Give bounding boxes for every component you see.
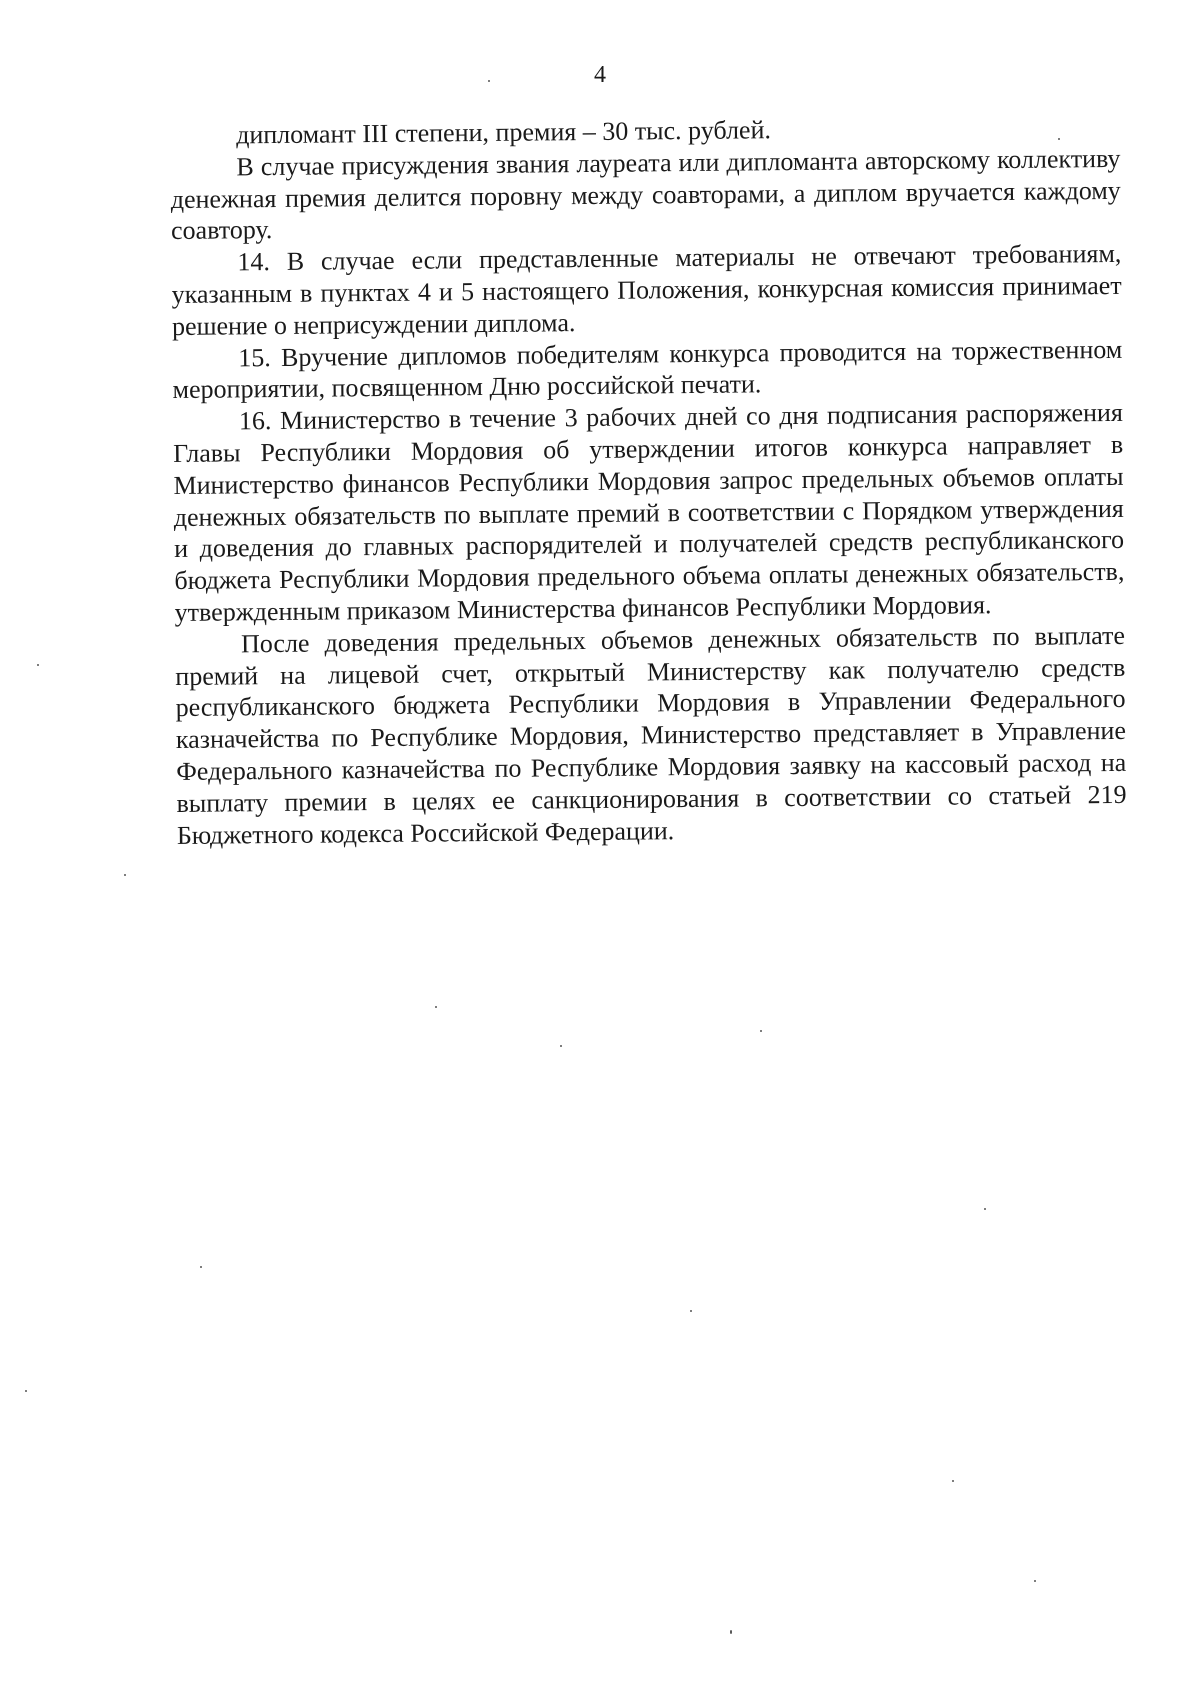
scan-speck [37,664,39,666]
paragraph-item-14: 14. В случае если представленные материалы не отвечают требованиям, указанным в пунктах 4 и 5 настоящего Положения, конкурсная комиссия принимает решение о неприсуждении диплома. [171,239,1122,341]
scan-speck [435,1006,437,1008]
scan-speck [952,1480,954,1482]
paragraph-item-16: 16. Министерство в течение 3 рабочих дней со дня подписания распоряжения Главы Республики Мордовия об утверждении итогов конкурса направляет в Министерство финансов Республики Мордовия запрос предельных объемов оплаты денежных обязательств по выплате премий в соответствии с Порядком утверждения и доведения до главных распорядителей и получателей средств республиканского бюджета Республики Мордовия предельного объема оплаты денежных обязательств, утвержденным приказом Министерства финансов Республики Мордовия. [173,398,1125,627]
scan-speck [984,1208,986,1210]
page-number: 4 [594,62,606,88]
document-body [170,111,1127,851]
paragraph-collective-award: В случае присуждения звания лауреата или дипломанта авторскому коллективу денежная премия делится поровну между соавторами, а диплом вручается каждому соавтору. [170,143,1121,246]
scan-speck [560,1045,562,1047]
scan-speck [1034,1580,1036,1582]
paragraph-prize-third-degree: дипломант III степени, премия – 30 тыс. рублей. [236,115,772,150]
scan-speck [488,80,490,82]
scan-speck [690,1310,692,1312]
paragraph-after-limits: После доведения предельных объемов денежных обязательств по выплате премий на лицевой счет, открытый Министерству как получателю средств республиканского бюджета Республики Мордовия в Управлении Федерального казначейства по Республике Мордовия, Министерство представляет в Управление Федерального казначейства по Республике Мордовия заявку на кассовый расход на выплату премии в целях ее санкционирования в соответствии со статьей 219 Бюджетного кодекса Российской Федерации. [175,620,1127,850]
scan-speck [124,874,126,876]
scan-speck [730,1630,732,1634]
scan-speck [1058,138,1060,140]
scan-speck [760,1030,762,1032]
paragraph-item-15: 15. Вручение дипломов победителям конкурса проводится на торжественном мероприятии, посвященном Дню российской печати. [172,334,1123,405]
scan-speck [25,1390,27,1392]
scan-speck [200,1266,202,1268]
